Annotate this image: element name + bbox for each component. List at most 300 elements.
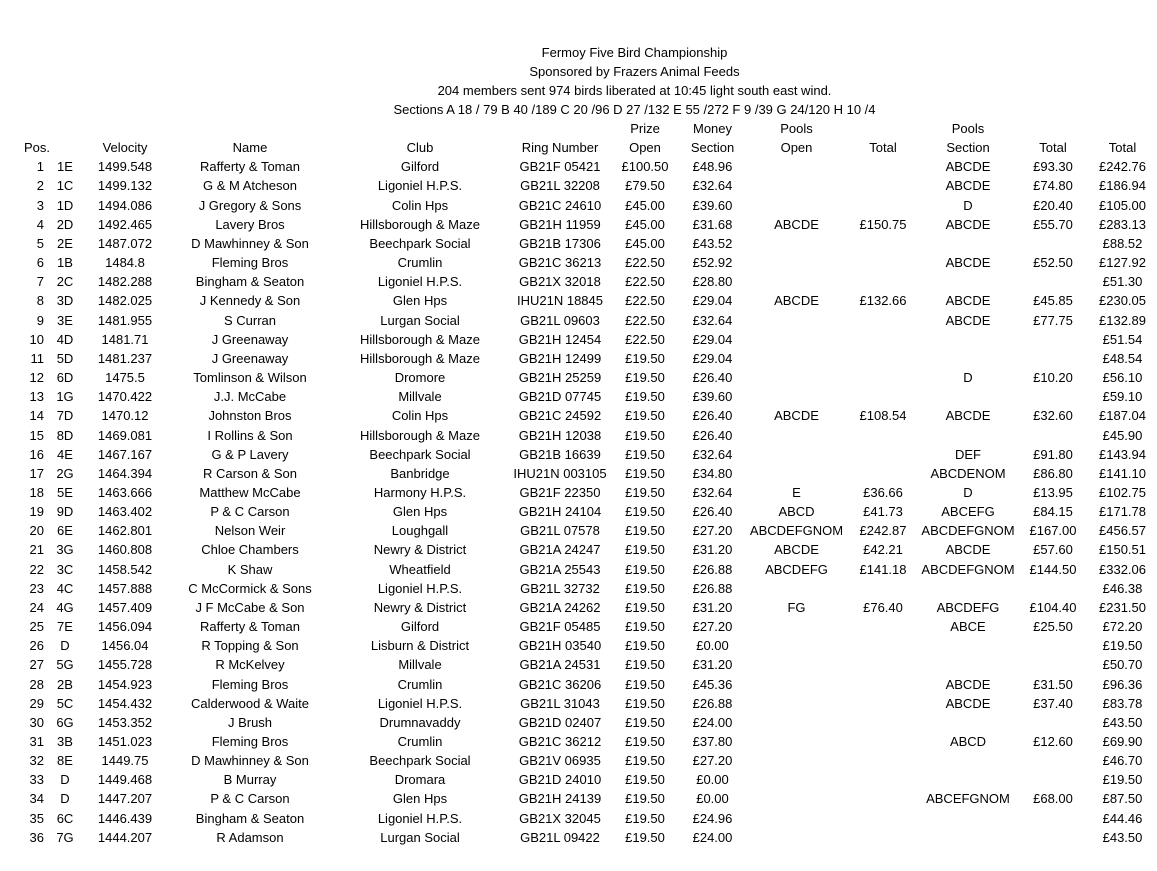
cell-prize-open: £45.00 [625,235,665,251]
cell-pools-section: ABCDENOM [930,465,1006,481]
cell-ring-number: GB21A 24247 [519,542,601,558]
cell-pools-section-total [1018,387,1088,406]
cell-name: J Kennedy & Son [199,293,301,309]
cell-ring-number: GB21C 36212 [518,734,602,749]
cell-pools-open [745,713,848,732]
cell-pools-section-total: £167.00 [1029,523,1077,539]
cell-pools-section [918,426,1018,445]
header-name: Name [232,140,268,156]
table-row [0,540,1157,559]
cell-money-section: £26.88 [692,580,733,596]
header-ring-number: Ring Number [521,140,599,156]
cell-velocity: 1499.132 [97,178,153,194]
cell-pos: 18 [29,484,44,500]
cell-prize-open: £19.50 [625,408,665,424]
cell-ring-number: GB21B 17306 [519,235,601,251]
cell-pools-open-total [848,464,918,483]
cell-grand-total: £69.90 [1102,734,1143,749]
header-pools: Pools [780,121,813,136]
cell-money-section: £0.00 [696,638,729,654]
cell-club: Lisburn & District [370,638,470,654]
cell-pos: 32 [29,753,44,769]
cell-club: Crumlin [397,734,443,749]
cell-name: Johnston Bros [208,408,292,424]
cell-pools-open [745,636,848,655]
cell-pos: 33 [29,772,44,788]
cell-pos: 14 [29,408,44,424]
header-pools-section-label: Section [946,140,990,156]
cell-pools-open-total: £76.40 [863,599,903,615]
cell-club: Drumnavaddy [379,714,461,730]
cell-velocity: 1454.923 [97,676,153,692]
cell-pos: 30 [29,714,44,730]
cell-ring-number: GB21H 11959 [519,216,601,232]
cell-grand-total: £51.54 [1102,331,1143,347]
cell-pools-open-total: £141.18 [859,561,907,577]
cell-pools-open-total: £108.54 [859,408,907,424]
cell-pools-section: D [963,370,973,386]
cell-club: Ligoniel H.P.S. [377,580,463,596]
cell-name: J F McCabe & Son [195,599,305,615]
cell-velocity: 1457.409 [97,599,153,615]
table-row [0,502,1157,521]
cell-grand-total: £231.50 [1099,599,1146,615]
cell-grand-total: £141.10 [1099,465,1146,481]
cell-section-pos: 7E [57,619,73,635]
cell-ring-number: GB21X 32018 [519,274,601,290]
cell-prize-open: £45.00 [625,216,665,232]
cell-velocity: 1482.288 [97,274,153,290]
cell-section-pos: D [60,772,70,788]
cell-money-section: £26.40 [692,408,733,424]
cell-pools-open [745,828,848,847]
cell-prize-open: £19.50 [625,427,665,443]
header-section: Section [690,140,735,156]
cell-club: Wheatfield [389,561,451,577]
cell-ring-number: GB21H 24104 [518,504,602,520]
cell-club: Beechpark Social [369,446,471,462]
cell-pools-open: E [792,484,801,500]
cell-pools-open-total: £132.66 [859,293,907,309]
cell-money-section: £48.96 [692,159,733,175]
cell-velocity: 1481.237 [97,350,153,366]
cell-name: D Mawhinney & Son [191,235,309,251]
cell-grand-total: £51.30 [1102,274,1143,290]
cell-prize-open: £22.50 [625,312,665,328]
table-row [0,272,1157,291]
cell-pools-open-total [848,330,918,349]
cell-grand-total: £230.05 [1099,293,1146,309]
cell-name: K Shaw [227,561,273,577]
cell-pools-section [918,828,1018,847]
cell-prize-open: £19.50 [625,542,665,558]
cell-grand-total: £102.75 [1099,484,1146,500]
cell-pos: 2 [36,178,44,194]
cell-section-pos: 1G [56,389,74,405]
cell-pos: 35 [29,810,44,826]
cell-grand-total: £87.50 [1102,791,1143,807]
cell-grand-total: £105.00 [1099,197,1146,213]
cell-velocity: 1464.394 [97,465,153,481]
cell-name: J.J. McCabe [213,389,287,405]
cell-pools-open-total [848,770,918,789]
cell-section-pos: 5E [57,484,73,500]
cell-prize-open: £100.50 [621,159,669,175]
cell-ring-number: GB21F 05421 [519,159,601,175]
cell-pools-section-total: £74.80 [1033,178,1073,194]
cell-pools-section: ABCDE [945,159,991,175]
cell-grand-total: £242.76 [1099,159,1146,175]
cell-grand-total: £48.54 [1102,350,1143,366]
cell-section-pos: 5D [56,350,74,366]
table-row [0,253,1157,272]
cell-club: Crumlin [397,255,443,271]
cell-section-pos: 2E [57,235,73,251]
cell-velocity: 1449.75 [101,753,149,769]
cell-velocity: 1499.548 [97,159,153,175]
cell-ring-number: GB21A 24262 [519,599,601,615]
cell-section-pos: 3B [57,734,73,749]
cell-section-pos: 6G [56,714,74,730]
cell-ring-number: GB21C 36213 [518,255,602,271]
cell-money-section: £24.00 [692,829,733,845]
cell-club: Millvale [398,657,442,673]
table-row [0,387,1157,406]
cell-money-section: £29.04 [692,350,733,366]
cell-pools-open-total [848,311,918,330]
cell-ring-number: GB21D 24010 [518,772,602,788]
table-row [0,368,1157,387]
cell-ring-number: GB21H 24139 [518,791,602,807]
cell-grand-total: £150.51 [1099,542,1146,558]
cell-section-pos: 2G [56,465,74,481]
cell-pools-section [918,636,1018,655]
document-title: Fermoy Five Bird Championship [541,45,728,60]
cell-money-section: £43.52 [692,235,733,251]
cell-name: Calderwood & Waite [190,695,309,711]
cell-pools-section-total [1018,809,1088,828]
cell-velocity: 1447.207 [97,791,153,807]
cell-prize-open: £19.50 [625,504,665,520]
cell-section-pos: D [60,791,70,807]
table-row [0,560,1157,579]
table-row [0,732,1157,751]
cell-pools-open: FG [787,599,806,615]
cell-pools-open: ABCDEFGNOM [749,523,844,539]
cell-pools-open-total: £36.66 [863,484,903,500]
cell-pools-section-total [1018,655,1088,674]
cell-pos: 4 [36,216,44,232]
cell-section-pos: 5G [56,657,74,673]
cell-ring-number: IHU21N 003105 [513,465,607,481]
cell-section-pos: 4C [56,580,74,596]
cell-velocity: 1470.12 [101,408,149,424]
cell-club: Colin Hps [391,197,449,213]
cell-name: R Topping & Son [201,638,299,654]
cell-pos: 6 [36,255,44,271]
cell-pos: 3 [36,197,44,213]
cell-pools-open [745,789,848,808]
cell-club: Hillsborough & Maze [360,350,480,366]
cell-pools-open-total [848,157,918,176]
cell-name: Chloe Chambers [201,542,299,558]
cell-velocity: 1482.025 [97,293,153,309]
cell-section-pos: 2C [56,274,74,290]
cell-pools-open: ABCDE [774,293,819,309]
cell-money-section: £31.68 [692,216,733,232]
cell-prize-open: £45.00 [625,197,665,213]
cell-pools-open-total [848,368,918,387]
cell-prize-open: £19.50 [625,389,665,405]
cell-grand-total: £96.36 [1102,676,1143,692]
cell-money-section: £29.04 [692,293,733,309]
cell-money-section: £39.60 [692,197,733,213]
cell-prize-open: £19.50 [625,734,665,749]
cell-money-section: £32.64 [692,484,733,500]
cell-pools-section-total: £37.40 [1033,695,1073,711]
cell-section-pos: 2D [56,216,74,232]
cell-pools-open [745,464,848,483]
cell-velocity: 1487.072 [97,235,153,251]
cell-money-section: £31.20 [692,657,733,673]
cell-club: Lurgan Social [380,312,460,328]
cell-section-pos: 4G [56,599,74,615]
cell-name: G & M Atcheson [203,178,297,194]
cell-velocity: 1463.666 [97,484,153,500]
cell-money-section: £45.36 [692,676,733,692]
cell-pools-section-total: £45.85 [1033,293,1073,309]
cell-prize-open: £19.50 [625,619,665,635]
cell-money-section: £31.20 [692,542,733,558]
cell-money-section: £27.20 [692,753,733,769]
cell-pools-open [745,272,848,291]
cell-name: R McKelvey [215,657,285,673]
cell-pools-section [918,234,1018,253]
header-total-3: Total [1108,140,1137,156]
cell-velocity: 1484.8 [105,255,145,271]
table-row [0,406,1157,425]
cell-prize-open: £19.50 [625,561,665,577]
cell-prize-open: £19.50 [625,714,665,730]
cell-ring-number: GB21H 12499 [518,350,602,366]
cell-pools-open: ABCDEFG [765,561,828,577]
cell-grand-total: £143.94 [1099,446,1146,462]
table-row [0,828,1157,847]
cell-section-pos: 6D [56,370,74,386]
cell-pos: 20 [29,523,44,539]
cell-money-section: £31.20 [692,599,733,615]
cell-pools-open: ABCDE [774,542,819,558]
cell-section-pos: 7D [56,408,74,424]
cell-name: S Curran [223,312,277,328]
cell-pools-section-total: £104.40 [1029,599,1077,615]
cell-velocity: 1454.432 [97,695,153,711]
cell-pools-open-total [848,387,918,406]
cell-pools-section: ABCEFG [941,504,995,520]
table-row [0,426,1157,445]
cell-pools-open-total [848,655,918,674]
cell-pools-section-total [1018,713,1088,732]
cell-club: Beechpark Social [369,235,471,251]
cell-pools-open [745,655,848,674]
cell-velocity: 1481.955 [97,312,153,328]
cell-prize-open: £19.50 [625,753,665,769]
cell-name: Fleming Bros [211,734,289,749]
cell-pools-section-total [1018,770,1088,789]
cell-grand-total: £88.52 [1102,235,1143,251]
cell-ring-number: IHU21N 18845 [517,293,603,309]
cell-pools-open [745,176,848,195]
cell-pools-open-total: £41.73 [863,504,903,520]
table-row [0,809,1157,828]
cell-name: B Murray [223,772,277,788]
header-open: Open [629,140,661,156]
cell-pools-open [745,694,848,713]
cell-pools-section: D [963,484,973,500]
cell-pos: 8 [36,293,44,309]
cell-ring-number: GB21L 31043 [520,695,600,711]
cell-grand-total: £56.10 [1102,370,1143,386]
cell-grand-total: £43.50 [1102,714,1143,730]
cell-money-section: £24.00 [692,714,733,730]
cell-name: C McCormick & Sons [188,580,312,596]
table-row [0,234,1157,253]
cell-velocity: 1463.402 [97,504,153,520]
cell-pos: 22 [29,561,44,577]
liberation-info: 204 members sent 974 birds liberated at 10:45 light south east wind. [437,83,832,98]
cell-club: Lurgan Social [380,829,460,845]
table-row [0,617,1157,636]
cell-velocity: 1458.542 [97,561,153,577]
cell-pools-section: ABCDE [945,293,991,309]
cell-pools-section [918,809,1018,828]
cell-name: Fleming Bros [211,255,289,271]
cell-pools-section-total: £86.80 [1033,465,1073,481]
cell-velocity: 1462.801 [97,523,153,539]
cell-pos: 31 [29,734,44,749]
cell-pos: 27 [29,657,44,673]
sponsor-line: Sponsored by Frazers Animal Feeds [529,64,740,79]
cell-club: Harmony H.P.S. [373,484,467,500]
cell-money-section: £52.92 [692,255,733,271]
cell-club: Glen Hps [392,293,448,309]
header-total-2: Total [1039,140,1067,156]
header-total: Total [869,140,897,156]
cell-club: Newry & District [373,542,467,558]
table-row [0,636,1157,655]
cell-grand-total: £46.70 [1102,753,1143,769]
cell-ring-number: GB21L 07578 [520,523,600,539]
cell-pools-section-total: £25.50 [1033,619,1073,635]
cell-velocity: 1467.167 [97,446,153,462]
cell-pos: 13 [29,389,44,405]
cell-money-section: £24.96 [692,810,733,826]
cell-pos: 21 [29,542,44,558]
cell-pos: 25 [29,619,44,635]
cell-pools-section: ABCDE [945,542,991,558]
cell-grand-total: £19.50 [1102,638,1143,654]
cell-pos: 16 [29,446,44,462]
header-row [0,138,1157,157]
cell-ring-number: GB21H 12038 [518,427,602,443]
cell-pools-section [918,770,1018,789]
cell-pools-section: ABCD [949,734,987,749]
cell-prize-open: £19.50 [625,580,665,596]
cell-pools-section: ABCDE [945,695,991,711]
cell-pools-section-total: £31.50 [1033,676,1073,692]
cell-pools-section: ABCDE [945,255,991,271]
cell-section-pos: 1D [56,197,74,213]
cell-pools-open [745,770,848,789]
cell-pools-open-total [848,694,918,713]
cell-pools-open-total [848,253,918,272]
cell-velocity: 1469.081 [97,427,153,443]
cell-pools-open-total [848,617,918,636]
cell-club: Hillsborough & Maze [360,216,480,232]
cell-club: Beechpark Social [369,753,471,769]
cell-pools-open-total [848,196,918,215]
cell-prize-open: £19.50 [625,695,665,711]
cell-pools-section-total: £68.00 [1033,791,1073,807]
table-row [0,579,1157,598]
cell-money-section: £26.40 [692,370,733,386]
header-prize: Prize [630,121,660,136]
cell-name: Fleming Bros [211,676,289,692]
cell-name: Tomlinson & Wilson [193,370,307,386]
cell-club: Banbridge [390,465,450,481]
cell-velocity: 1451.023 [97,734,153,749]
cell-pools-open-total [848,349,918,368]
cell-ring-number: GB21H 12454 [518,331,602,347]
cell-pools-section: ABCDEFG [936,599,1000,615]
cell-velocity: 1446.439 [97,810,153,826]
cell-pools-open [745,330,848,349]
cell-pools-open [745,368,848,387]
cell-pools-open-total [848,176,918,195]
cell-grand-total: £83.78 [1102,695,1143,711]
cell-name: J Brush [227,714,273,730]
cell-club: Glen Hps [392,504,448,520]
cell-pools-open: ABCDE [774,216,819,232]
cell-grand-total: £127.92 [1099,255,1146,271]
cell-pools-section-total [1018,828,1088,847]
cell-section-pos: 6E [57,523,73,539]
cell-section-pos: 8D [56,427,74,443]
cell-section-pos: 3E [57,312,73,328]
cell-pos: 10 [29,331,44,347]
cell-velocity: 1492.465 [97,216,153,232]
table-row [0,713,1157,732]
table-row [0,196,1157,215]
cell-pools-open-total: £42.21 [863,542,903,558]
cell-club: Ligoniel H.P.S. [377,695,463,711]
cell-velocity: 1494.086 [97,197,153,213]
cell-pools-open [745,196,848,215]
cell-pools-section: ABCDE [945,178,991,194]
cell-prize-open: £19.50 [625,523,665,539]
cell-section-pos: 5C [56,695,74,711]
cell-name: Bingham & Seaton [195,274,305,290]
cell-prize-open: £19.50 [625,484,665,500]
sections-info: Sections A 18 / 79 B 40 /189 C 20 /96 D 27 /132 E 55 /272 F 9 /39 G 24/120 H 10 /4 [393,102,876,117]
cell-pools-section-total: £55.70 [1033,216,1073,232]
cell-grand-total: £46.38 [1102,580,1143,596]
header-velocity: Velocity [102,140,148,156]
cell-section-pos: 3G [56,542,74,558]
cell-pools-section-total: £91.80 [1033,446,1073,462]
cell-section-pos: 2B [57,676,73,692]
cell-pools-section: ABCDEFGNOM [921,561,1015,577]
